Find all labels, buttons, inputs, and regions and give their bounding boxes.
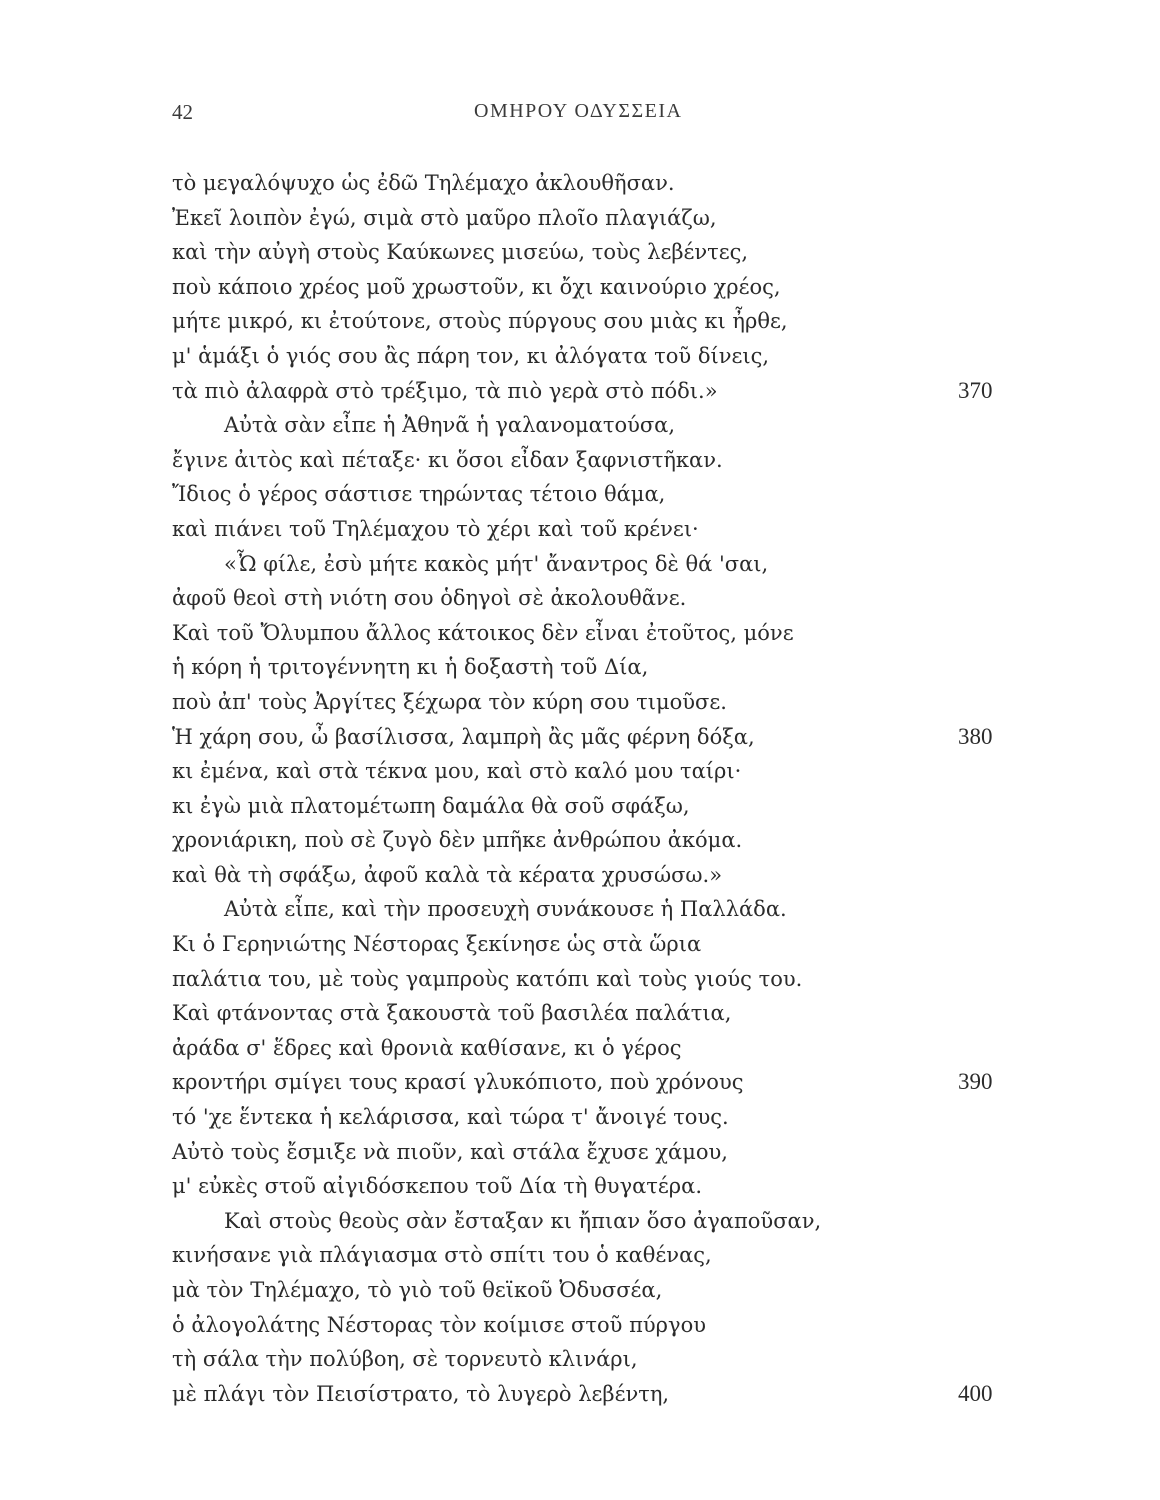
running-title: ΟΜΗΡΟΥ ΟΔΥΣΣΕΙΑ	[474, 100, 683, 122]
verse-line	[172, 685, 1012, 720]
verse-line	[172, 166, 1012, 201]
verse-text: Αὐτὸ τοὺς ἔσμιξε νὰ πιοῦν, καὶ στάλα ἔχυσε χάμου,	[172, 1139, 728, 1164]
verse-text: μὲ πλάγι τὸν Πεισίστρατο, τὸ λυγερὸ λεβέντη,	[172, 1381, 670, 1406]
verse-text: Ἴδιος ὁ γέρος σάστισε τηρώντας τέτοιο θάμα,	[172, 482, 666, 507]
verse-line	[172, 650, 1012, 685]
verse-text: παλάτια του, μὲ τοὺς γαμπροὺς κατόπι καὶ τοὺς γιούς του.	[172, 966, 803, 991]
verse-text: ὁ ἀλογολάτης Νέστορας τὸν κοίμισε στοῦ πύργου	[172, 1312, 706, 1337]
verse-line	[172, 304, 1012, 339]
verse-text: τό 'χε ἕντεκα ἡ κελάρισσα, καὶ τώρα τ' ἄνοιγέ τους.	[172, 1105, 729, 1130]
verse-text: κινήσανε γιὰ πλάγιασμα στὸ σπίτι του ὁ καθένας,	[172, 1243, 712, 1268]
verse-text: τὰ πιὸ ἀλαφρὰ στὸ τρέξιμο, τὰ πιὸ γερὰ στὸ πόδι.»	[172, 378, 718, 403]
line-number: 380	[958, 723, 993, 749]
verse-line	[172, 962, 1012, 997]
verse-text: «Ὦ φίλε, ἐσὺ μήτε κακὸς μήτ' ἄναντρος δὲ θά 'σαι,	[224, 551, 769, 576]
verse-line	[172, 927, 1012, 962]
verse-text: Ἐκεῖ λοιπὸν ἐγώ, σιμὰ στὸ μαῦρο πλοῖο πλαγιάζω,	[172, 205, 717, 230]
verse-text: μὰ τὸν Τηλέμαχο, τὸ γιὸ τοῦ θεϊκοῦ Ὀδυσσέα,	[172, 1278, 663, 1302]
verse-line	[172, 616, 1012, 651]
verse-line	[172, 270, 1012, 305]
verse-line	[172, 1065, 1012, 1100]
verse-text: Καὶ στοὺς θεοὺς σὰν ἔσταξαν κι ἤπιαν ὅσο ἀγαποῦσαν,	[224, 1208, 822, 1233]
verse-line	[172, 858, 1012, 893]
verse-text: καὶ τὴν αὐγὴ στοὺς Καύκωνες μισεύω, τοὺς λεβέντες,	[172, 240, 749, 265]
line-number: 370	[958, 377, 993, 403]
verse-text: Ἡ χάρη σου, ὦ βασίλισσα, λαμπρὴ ἂς μᾶς φέρνη δόξα,	[172, 724, 755, 749]
verse-text: ἡ κόρη ἡ τριτογέννητη κι ἡ δοξαστὴ τοῦ Δία,	[172, 655, 649, 680]
verse-text: τὸ μεγαλόψυχο ὡς ἐδῶ Τηλέμαχο ἀκλουθῆσαν.	[172, 171, 675, 195]
verse-text: καὶ θὰ τὴ σφάξω, ἀφοῦ καλὰ τὰ κέρατα χρυσώσω.»	[172, 862, 723, 887]
verse-line	[172, 823, 1012, 858]
verse-line	[172, 201, 1012, 236]
line-number: 400	[958, 1380, 993, 1406]
verse-line	[172, 1031, 1012, 1066]
verse-text: κι ἐγὼ μιὰ πλατομέτωπη δαμάλα θὰ σοῦ σφάξω,	[172, 793, 690, 818]
verse-line	[172, 547, 1012, 582]
verse-line	[172, 754, 1012, 789]
verse-line	[172, 1238, 1012, 1273]
verse-text: ἀράδα σ' ἕδρες καὶ θρονιὰ καθίσανε, κι ὁ γέρος	[172, 1035, 682, 1060]
verse-text: Αὐτὰ εἶπε, καὶ τὴν προσευχὴ συνάκουσε ἡ Παλλάδα.	[224, 897, 787, 922]
verse-text: καὶ πιάνει τοῦ Τηλέμαχου τὸ χέρι καὶ τοῦ κρένει·	[172, 516, 699, 541]
verse-line	[172, 996, 1012, 1031]
verse-text: Καὶ φτάνοντας στὰ ξακουστὰ τοῦ βασιλέα παλάτια,	[172, 1001, 732, 1026]
verse-line	[172, 235, 1012, 270]
verse-text: ποὺ κάποιο χρέος μοῦ χρωστοῦν, κι ὄχι καινούριο χρέος,	[172, 274, 781, 299]
verse-line	[172, 892, 1012, 927]
verse-text: τὴ σάλα τὴν πολύβοη, σὲ τορνευτὸ κλινάρι,	[172, 1347, 638, 1372]
verse-text: Αὐτὰ σὰν εἶπε ἡ Ἀθηνᾶ ἡ γαλανοματούσα,	[224, 413, 676, 438]
verse-line	[172, 408, 1012, 443]
verse-line	[172, 1100, 1012, 1135]
verse-text: Καὶ τοῦ Ὄλυμπου ἄλλος κάτοικος δὲν εἶναι ἐτοῦτος, μόνε	[172, 620, 794, 645]
verse-line	[172, 1342, 1012, 1377]
verse-block	[172, 166, 1012, 1411]
verse-line	[172, 443, 1012, 478]
verse-line	[172, 1135, 1012, 1170]
verse-line	[172, 581, 1012, 616]
verse-line	[172, 1308, 1012, 1343]
verse-text: κροντήρι σμίγει τους κρασί γλυκόπιοτο, ποὺ χρόνους	[172, 1070, 744, 1095]
verse-text: χρονιάρικη, ποὺ σὲ ζυγὸ δὲν μπῆκε ἀνθρώπου ἀκόμα.	[172, 828, 743, 853]
verse-text: ποὺ ἀπ' τοὺς Ἀργίτες ξέχωρα τὸν κύρη σου τιμοῦσε.	[172, 689, 727, 714]
page-header	[0, 100, 1160, 134]
verse-line	[172, 1169, 1012, 1204]
verse-line	[172, 374, 1012, 409]
verse-line	[172, 512, 1012, 547]
verse-line	[172, 477, 1012, 512]
verse-line	[172, 1204, 1012, 1239]
verse-text: ἀφοῦ θεοὶ στὴ νιότη σου ὁδηγοὶ σὲ ἀκολουθᾶνε.	[172, 586, 687, 611]
verse-text: Κι ὁ Γερηνιώτης Νέστορας ξεκίνησε ὡς στὰ ὥρια	[172, 932, 702, 957]
verse-text: ἔγινε ἀιτὸς καὶ πέταξε· κι ὅσοι εἶδαν ξαφνιστῆκαν.	[172, 447, 723, 472]
verse-line	[172, 789, 1012, 824]
verse-line	[172, 720, 1012, 755]
verse-line	[172, 1273, 1012, 1308]
page-number: 42	[172, 100, 193, 124]
verse-text: μήτε μικρό, κι ἐτούτονε, στοὺς πύργους σου μιὰς κι ἦρθε,	[172, 309, 788, 334]
verse-line	[172, 1377, 1012, 1412]
verse-text: μ' ἁμάξι ὁ γιός σου ἂς πάρη τον, κι ἀλόγατα τοῦ δίνεις,	[172, 343, 770, 368]
verse-text: μ' εὐκὲς στοῦ αἰγιδόσκεπου τοῦ Δία τὴ θυγατέρα.	[172, 1174, 702, 1199]
line-number: 390	[958, 1069, 993, 1095]
verse-text: κι ἐμένα, καὶ στὰ τέκνα μου, καὶ στὸ καλό μου ταίρι·	[172, 759, 742, 784]
verse-line	[172, 339, 1012, 374]
